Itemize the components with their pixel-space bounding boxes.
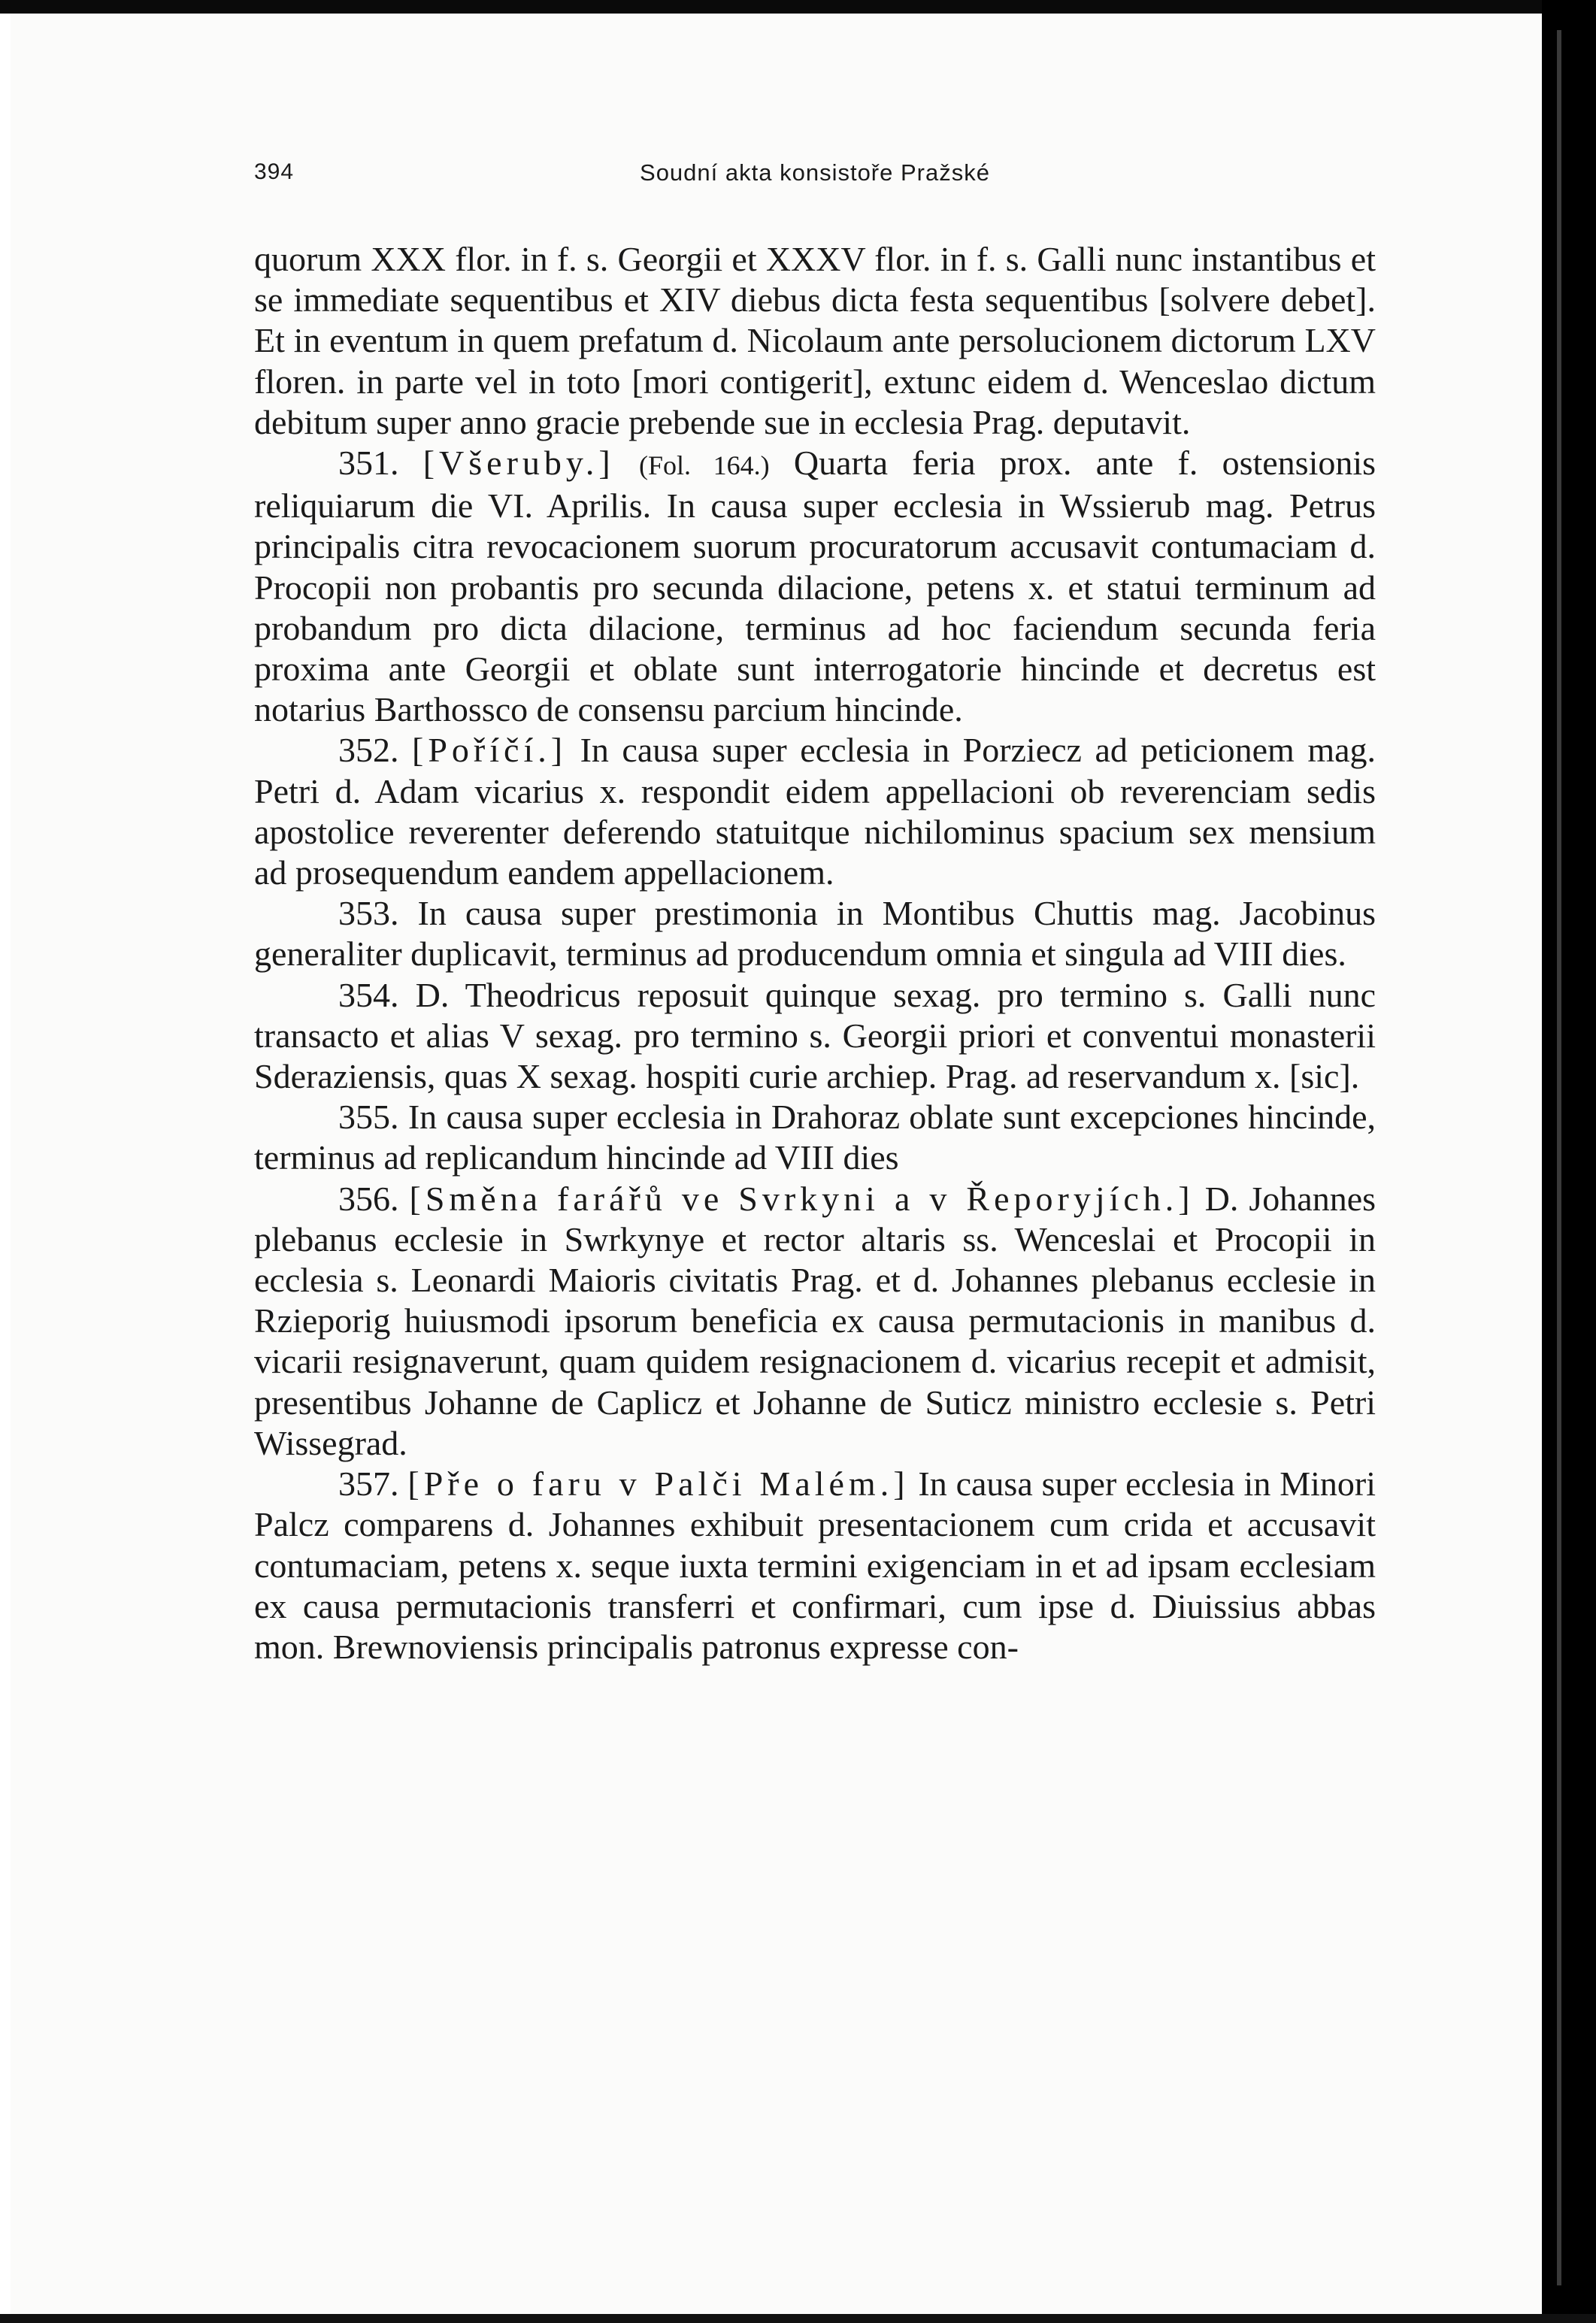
page-number: 394 xyxy=(254,159,295,184)
entry-number: 357. xyxy=(338,1464,399,1504)
body-text xyxy=(254,239,1376,1667)
entry-number: 356. xyxy=(338,1179,399,1218)
entry-352 xyxy=(254,730,1376,893)
entry-text: In causa super prestimonia in Montibus Chuttis mag. Jacobinus generaliter duplicavit, terminus ad producendum omnia et singula ad VIII dies. xyxy=(254,894,1376,974)
scan-right-border xyxy=(1542,0,1596,2323)
entry-353 xyxy=(254,893,1376,974)
paragraph-text: quorum XXX flor. in f. s. Georgii et XXXV flor. in f. s. Galli nunc instantibus et se immediate sequentibus et XIV diebus dicta festa sequentibus [solvere debet]. Et in eventum in quem prefatum d. Nicolaum ante persolucionem dictorum LXV floren. in parte vel in toto [mori contigerit], extunc eidem d. Wenceslao dictum debitum super anno gracie prebende sue in ecclesia Prag. deputavit. xyxy=(254,240,1376,441)
entry-number: 353. xyxy=(338,894,399,933)
entry-number: 352. xyxy=(338,731,399,770)
folio-reference: (Fol. 164.) xyxy=(638,450,770,481)
entry-number: 351. xyxy=(338,444,399,483)
entry-number: 355. xyxy=(338,1098,399,1137)
entry-text: In causa super ecclesia in Porziecz ad peticionem mag. Petri d. Adam vicarius x. respondit eidem appellacioni ob reverenciam sedis apostolice reverenter deferendo statuitque nichilominus spacium sex mensium ad prosequendum eandem appellacionem. xyxy=(254,731,1376,892)
entry-text: Quarta feria prox. ante f. ostensionis reliquiarum die VI. Aprilis. In causa super ecclesia in Wssierub mag. Petrus principalis citra revocacionem suorum procuratorum accusavit contumaciam d. Procopii non probantis pro secunda dilacione, petens x. et statui terminum ad probandum pro dicta dilacione, terminus ad hoc faciendum secunda feria proxima ante Georgii et oblate sunt interrogatorie hincinde et decretus est notarius Barthossco de consensu parcium hincinde. xyxy=(254,444,1376,729)
running-title: Soudní akta konsistoře Pražské xyxy=(640,159,990,186)
entry-356 xyxy=(254,1179,1376,1464)
entry-place: [Pře o faru v Palči Malém.] xyxy=(407,1464,910,1504)
entry-text: D. Johannes plebanus ecclesie in Swrkynye et rector altaris ss. Wenceslai et Procopii in ecclesia s. Leonardi Maioris civitatis Prag. et d. Johannes plebanus ecclesie in Rzieporig huiusmodi ipsorum beneficia ex causa permutacionis in manibus d. vicarii resignaverunt, quam quidem resignacionem d. vicarius recepit et admisit, presentibus Johanne de Caplicz et Johanne de Suticz ministro ecclesie s. Petri Wissegrad. xyxy=(254,1179,1376,1462)
entry-text: D. Theodricus reposuit quinque sexag. pro termino s. Galli nunc transacto et alias V sexag. pro termino s. Georgii priori et conventui monasterii Sderaziensis, quas X sexag. hospiti curie archiep. Prag. ad reservandum x. [sic]. xyxy=(254,975,1376,1096)
entry-357 xyxy=(254,1464,1376,1667)
scan-bottom-border xyxy=(0,2314,1596,2323)
entry-number: 354. xyxy=(338,975,399,1014)
scan-top-border xyxy=(0,0,1596,14)
entry-text: In causa super ecclesia in Drahoraz oblate sunt excepciones hincinde, terminus ad replicandum hincinde ad VIII dies xyxy=(254,1098,1376,1177)
entry-355 xyxy=(254,1097,1376,1178)
entry-place: [Poříčí.] xyxy=(412,731,568,770)
entry-place: [Všeruby.] xyxy=(422,444,615,483)
binding-shadow-line xyxy=(1557,30,1561,2285)
paragraph-continuation xyxy=(254,239,1376,443)
running-header xyxy=(254,159,1376,204)
entry-351 xyxy=(254,443,1376,730)
entry-354 xyxy=(254,975,1376,1098)
entry-text: In causa super ecclesia in Minori Palcz comparens d. Johannes exhibuit presentacionem cum crida et accusavit contumaciam, petens x. seque iuxta termini exigenciam in et ad ipsam ecclesiam ex causa permutacionis transferri et confirmari, cum ipse d. Diuissius abbas mon. Brewnoviensis principalis patronus expresse con- xyxy=(254,1464,1376,1666)
entry-place: [Směna farářů ve Svrkyni a v Řeporyjích.] xyxy=(409,1179,1195,1218)
